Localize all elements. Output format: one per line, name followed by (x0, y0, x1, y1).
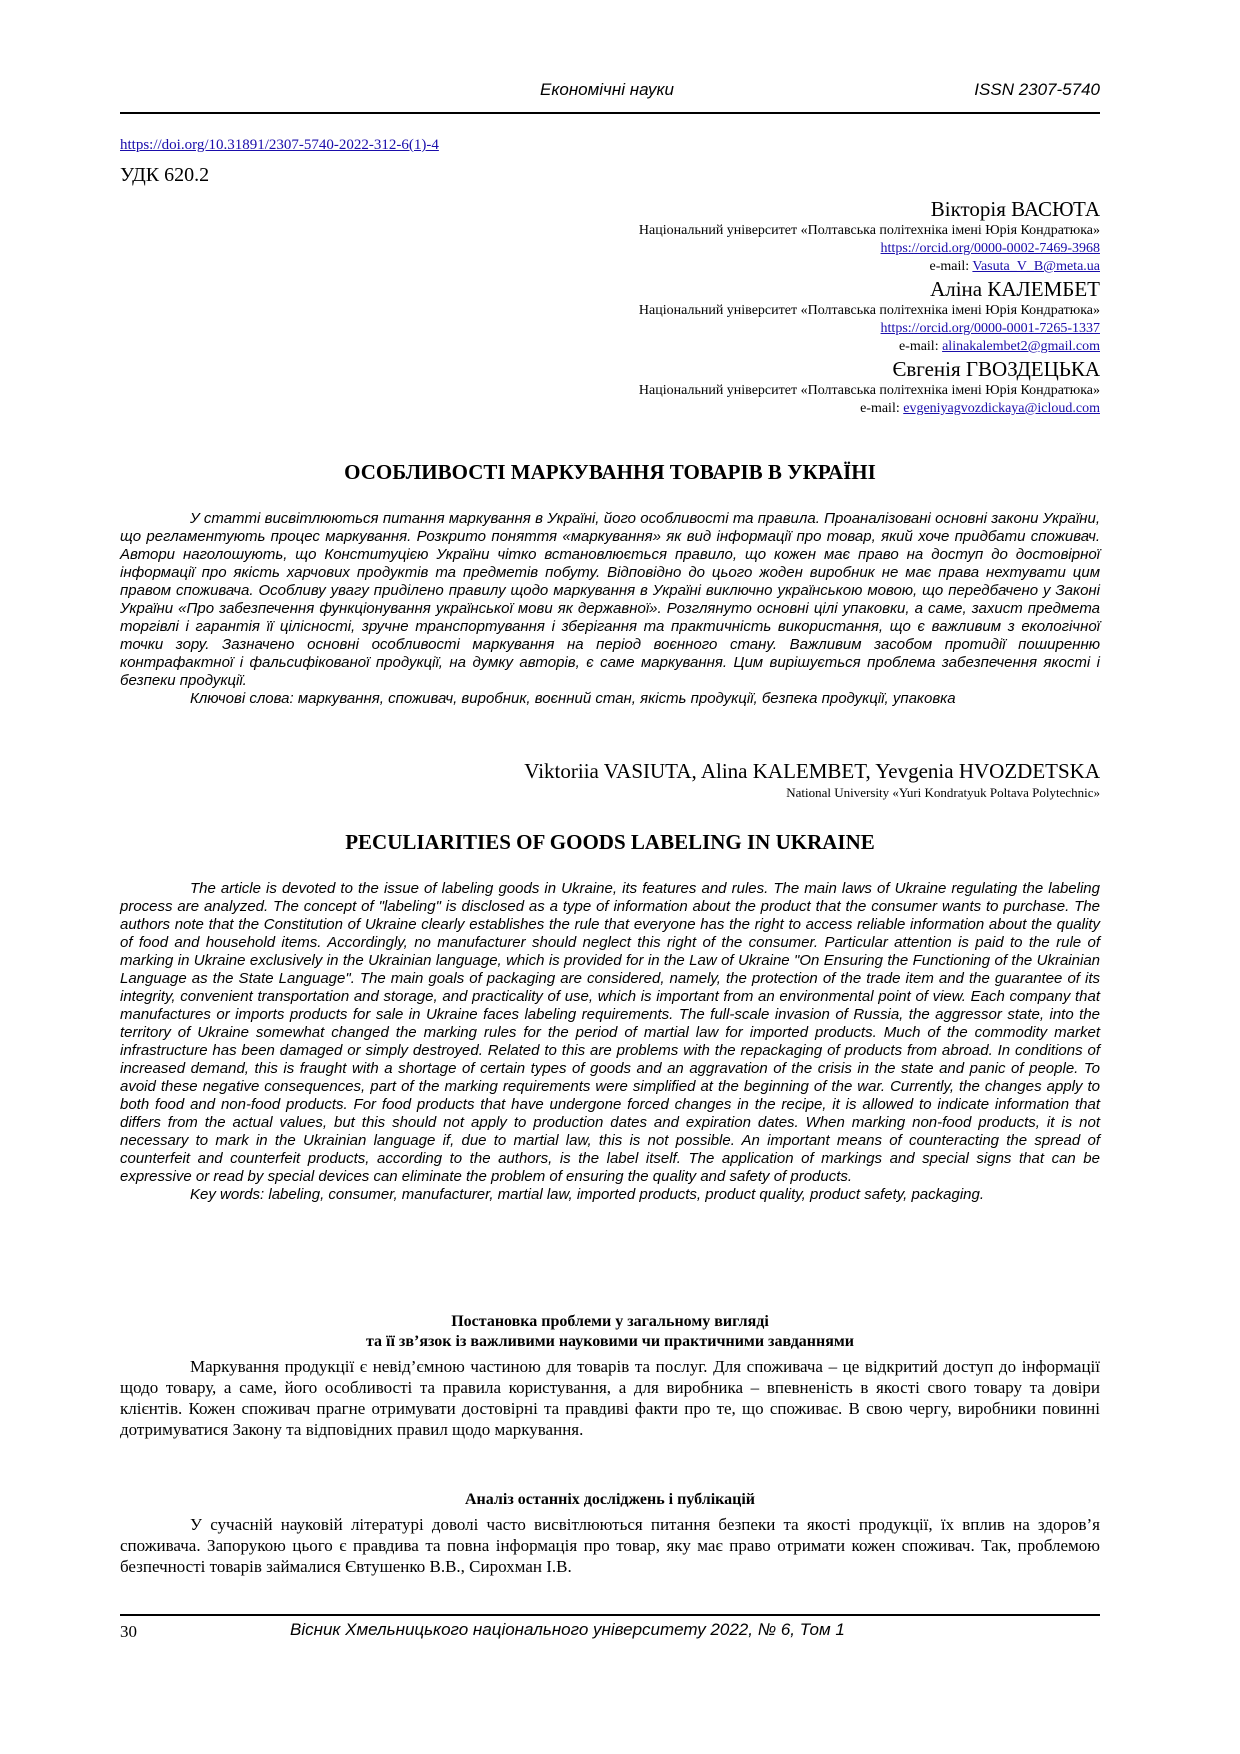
section-paragraph: У сучасній науковій літературі доволі часто висвітлюються питання безпеки та якості продукції, їх вплив на здоров’я споживача. Запорукою цього є правдива та повна інформація про товар, яку має право отримати кожен споживач. Так, проблемою безпечності товарів займалися Євтушенко В.В., Сирохман І.В. (120, 1515, 1100, 1576)
author-block-en (524, 758, 1100, 802)
orcid-link[interactable]: https://orcid.org/0000-0001-7265-1337 (880, 321, 1100, 336)
article-title-ua: ОСОБЛИВОСТІ МАРКУВАННЯ ТОВАРІВ В УКРАЇНІ (344, 460, 876, 484)
orcid-link[interactable]: https://orcid.org/0000-0002-7469-3968 (880, 241, 1100, 256)
header-issn: ISSN 2307-5740 (974, 80, 1100, 99)
running-header (120, 80, 1100, 104)
abstract-ua-text: У статті висвітлюються питання маркування в Україні, його особливості та правила. Проаналізовані основні закони України, що регламентують процес маркування. Розкрито поняття «маркування» як вид інформації про товар, який хоче придбати споживач. Автори наголошують, що Конституцією України чітко встановлюється правило, що кожен має право на доступ до достовірної інформації про якість харчових продуктів та предметів побуту. Відповідно до цього жоден виробник не має права нехтувати цим правом споживача. Особливу увагу приділено правилу щодо маркування в Україні виключно українською мовою, що передбачено у Законі України «Про забезпечення функціонування української мови як державної». Розглянуто основні цілі упаковки, а саме, захист предмета торгівлі і гарантія її цілісності, зручне транспортування і зберігання та практичність використання, що є важливим з екологічної точки зору. Зазначено основні особливості маркування на період воєнного стану. Важливим засобом протидії поширенню контрафактної і фальсифікованої продукції, на думку авторів, є саме маркування. Цим вирішується проблема забезпечення якості і безпеки продукції. (120, 510, 1100, 689)
affiliation-en: National University «Yuri Kondratyuk Poltava Polytechnic» (786, 785, 1100, 800)
section-heading: Аналіз останніх досліджень і публікацій (464, 1491, 756, 1508)
udk-code: УДК 620.2 (120, 164, 210, 186)
email-label: e-mail: (929, 259, 973, 274)
header-journal-name: Економічні науки (540, 80, 674, 99)
journal-page (120, 0, 1100, 1754)
section-heading-line: Постановка проблеми у загальному вигляді (451, 1313, 769, 1330)
section-body (120, 1514, 1100, 1577)
footer-journal-name: Вісник Хмельницького національного університету 2022, № 6, Том 1 (290, 1620, 845, 1639)
abstract-ua (120, 510, 1100, 708)
email-link[interactable]: evgeniyagvozdickaya@icloud.com (903, 401, 1100, 416)
article-title-en: PECULIARITIES OF GOODS LABELING IN UKRAINE (345, 830, 875, 854)
email-link[interactable]: alinakalembet2@gmail.com (942, 339, 1100, 354)
section-paragraph: Маркування продукції є невід’ємною частиною для товарів та послуг. Для споживача – це відкритий доступ до інформації щодо товару, а саме, його особливості та правила користування, а для виробника – впевненість в якості свого товару та довіри клієнтів. Кожен споживач прагне отримувати достовірні та правдиві факти про те, що споживає. В свою чергу, виробники повинні дотримуватися Закону та відповідних правил щодо маркування. (120, 1357, 1100, 1439)
header-divider (120, 112, 1100, 114)
abstract-en (120, 880, 1100, 1204)
section-heading (120, 1312, 1100, 1352)
page-number: 30 (120, 1622, 137, 1641)
author-affiliation: Національний університет «Полтавська політехніка імені Юрія Кондратюка» (638, 383, 1100, 398)
keywords-en: Key words: labeling, consumer, manufacturer, martial law, imported products, product quality, product safety, packaging. (190, 1186, 985, 1203)
keywords-ua: Ключові слова: маркування, споживач, виробник, воєнний стан, якість продукції, безпека продукції, упаковка (190, 690, 956, 707)
email-label: e-mail: (898, 339, 943, 354)
section-heading-line: та її зв’язок із важливими науковими чи практичними завданнями (365, 1333, 855, 1350)
section-body (120, 1356, 1100, 1440)
author-name: Вікторія ВАСЮТА (930, 197, 1100, 221)
footer-divider (120, 1614, 1100, 1616)
doi-link[interactable]: https://doi.org/10.31891/2307-5740-2022-312-6(1)-4 (120, 137, 439, 153)
author-affiliation: Національний університет «Полтавська політехніка імені Юрія Кондратюка» (638, 223, 1100, 238)
author-block (400, 196, 1100, 418)
email-label: e-mail: (860, 401, 904, 416)
email-link[interactable]: Vasuta_V_B@meta.ua (972, 259, 1100, 274)
author-name: Аліна КАЛЕМБЕТ (930, 277, 1100, 301)
author-affiliation: Національний університет «Полтавська політехніка імені Юрія Кондратюка» (638, 303, 1100, 318)
authors-en: Viktoriia VASIUTA, Alina KALEMBET, Yevgenia HVOZDETSKA (524, 759, 1100, 783)
abstract-en-text: The article is devoted to the issue of labeling goods in Ukraine, its features and rules. The main laws of Ukraine regulating the labeling process are analyzed. The concept of "labeling" is disclosed as a type of information about the product that the consumer wants to purchase. The authors note that the Constitution of Ukraine clearly establishes the rule that everyone has the right to access reliable information about the quality of food and household items. Accordingly, no manufacturer should neglect this right of the consumer. Particular attention is paid to the rule of marking in Ukraine exclusively in the Ukrainian language, which is provided for in the Law of Ukraine "On Ensuring the Functioning of the Ukrainian Language as the State Language". The main goals of packaging are considered, namely, the protection of the trade item and the guarantee of its integrity, convenient transportation and storage, and practicality of use, which is important from an environmental point of view. Each company that manufactures or imports products for sale in Ukraine faces labeling requirements. The full-scale invasion of Russia, the aggressor state, into the territory of Ukraine somewhat changed the marking rules for the period of martial law for imported products. Much of the commodity market infrastructure has been damaged or simply destroyed. Related to this are problems with the repackaging of products from abroad. In conditions of increased demand, this is fraught with a shortage of certain types of goods and an aggravation of the crisis in the state and panic of people. To avoid these negative consequences, part of the marking requirements were simplified at the beginning of the war. Currently, the changes apply to both food and non-food products. For food products that have undergone forced changes in the recipe, it is allowed to indicate information that differs from the actual values, but this should not apply to production dates and expiration dates. When marking non-food products, it is not necessary to mark in the Ukrainian language if, due to martial law, this is not possible. An important means of counteracting the spread of counterfeit and counterfeit products, according to the authors, is the label itself. The application of markings and special signs that can be expressive or read by special devices can eliminate the problem of ensuring the quality and safety of products. (120, 880, 1100, 1185)
author-name: Євгенія ГВОЗДЕЦЬКА (892, 357, 1100, 381)
